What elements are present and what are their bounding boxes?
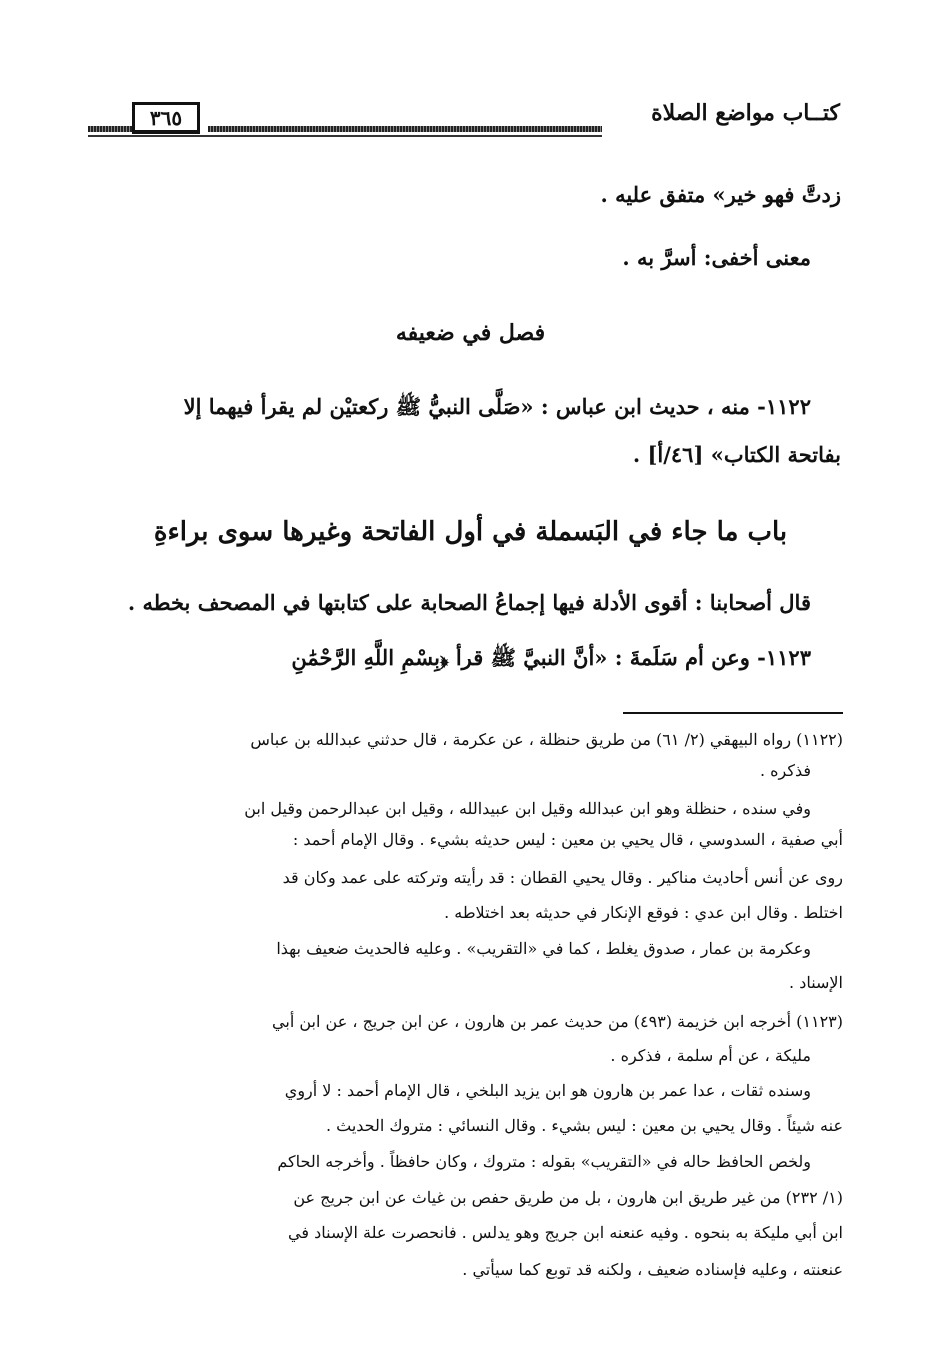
hadith-line: بفاتحة الكتاب» [٤٦/أ] . xyxy=(632,442,841,467)
footnote-line: وعكرمة بن عمار ، صدوق يغلط ، كما في «التقريب» . وعليه فالحديث ضعيف بهذا xyxy=(276,939,811,958)
running-title: كتــاب مواضع الصلاة xyxy=(651,100,840,126)
page-header xyxy=(88,96,840,142)
header-rule-thin xyxy=(88,135,602,137)
page-number: ٣٦٥ xyxy=(132,102,200,134)
header-rule xyxy=(208,126,602,132)
footnote-line: (١/ ٢٣٢) من غير طريق ابن هارون ، بل من طريق حفص بن غياث عن ابن جريج عن xyxy=(293,1188,843,1207)
chapter-heading: باب ما جاء في البَسملة في أول الفاتحة وغيرها سوى براءةِ xyxy=(153,517,788,547)
footnote-separator xyxy=(623,712,843,714)
footnote-line: اختلط . وقال ابن عدي : فوقع الإنكار في حديثه بعد اختلاطه . xyxy=(444,903,843,922)
footnote-line: عنه شيئاً . وقال يحيي بن معين : ليس بشيء . وقال النسائي : متروك الحديث . xyxy=(325,1116,843,1135)
footnote-line: فذكره . xyxy=(759,761,811,780)
footnote-line: الإسناد . xyxy=(789,973,843,992)
footnote-line: (١١٢٢) رواه البيهقي (٢/ ٦١) من طريق حنظلة ، عن عكرمة ، قال حدثني عبدالله بن عباس xyxy=(250,730,843,749)
section-heading: فصل في ضعيفه xyxy=(395,320,546,346)
footnote-line: روى عن أنس أحاديث مناكير . وقال يحيي القطان : قد رأيته وتركته على عمد وكان قد xyxy=(282,868,843,887)
footnote-line: ولخص الحافظ حاله في «التقريب» بقوله : متروك ، وكان حافظاً . وأخرجه الحاكم xyxy=(277,1152,811,1171)
hadith-line: ١١٢٢- منه ، حديث ابن عباس : «صَلَّى النبيُّ ﷺ ركعتيْن لم يقرأ فيهما إلا xyxy=(183,394,811,419)
footnote-line: مليكة ، عن أم سلمة ، فذكره . xyxy=(610,1046,811,1065)
text-line: قال أصحابنا : أقوى الأدلة فيها إجماعُ الصحابة على كتابتها في المصحف بخطه . xyxy=(127,590,811,615)
text-line: معنى أخفى: أسرَّ به . xyxy=(622,245,811,270)
footnote-line: وسنده ثقات ، عدا عمر بن هارون هو ابن يزيد البلخي ، قال الإمام أحمد : لا أروي xyxy=(284,1081,811,1100)
text-line: زدتَّ فهو خير» متفق عليه . xyxy=(600,182,841,207)
footnote-line: (١١٢٣) أخرجه ابن خزيمة (٤٩٣) من حديث عمر بن هارون ، عن ابن جريج ، عن ابن أبي xyxy=(272,1012,843,1031)
footnote-line: أبي صفية ، السدوسي ، قال يحيي بن معين : ليس حديثه بشيء . وقال الإمام أحمد : xyxy=(292,830,843,849)
footnote-line: ابن أبي مليكة به بنحوه . وفيه عنعنه ابن جريج وهو يدلس . فانحصرت علة الإسناد في xyxy=(288,1223,843,1242)
hadith-line: ١١٢٣- وعن أم سَلَمةَ : «أنَّ النبيَّ ﷺ قرأ ﴿بِسْمِ اللَّهِ الرَّحْمَٰنِ xyxy=(291,645,811,670)
footnote-line: عنعنته ، وعليه فإسناده ضعيف ، ولكنه قد توبع كما سيأتي . xyxy=(462,1260,843,1279)
footnote-line: وفي سنده ، حنظلة وهو ابن عبدالله وقيل ابن عبيدالله ، وقيل ابن عبدالرحمن وقيل ابن xyxy=(244,799,811,818)
